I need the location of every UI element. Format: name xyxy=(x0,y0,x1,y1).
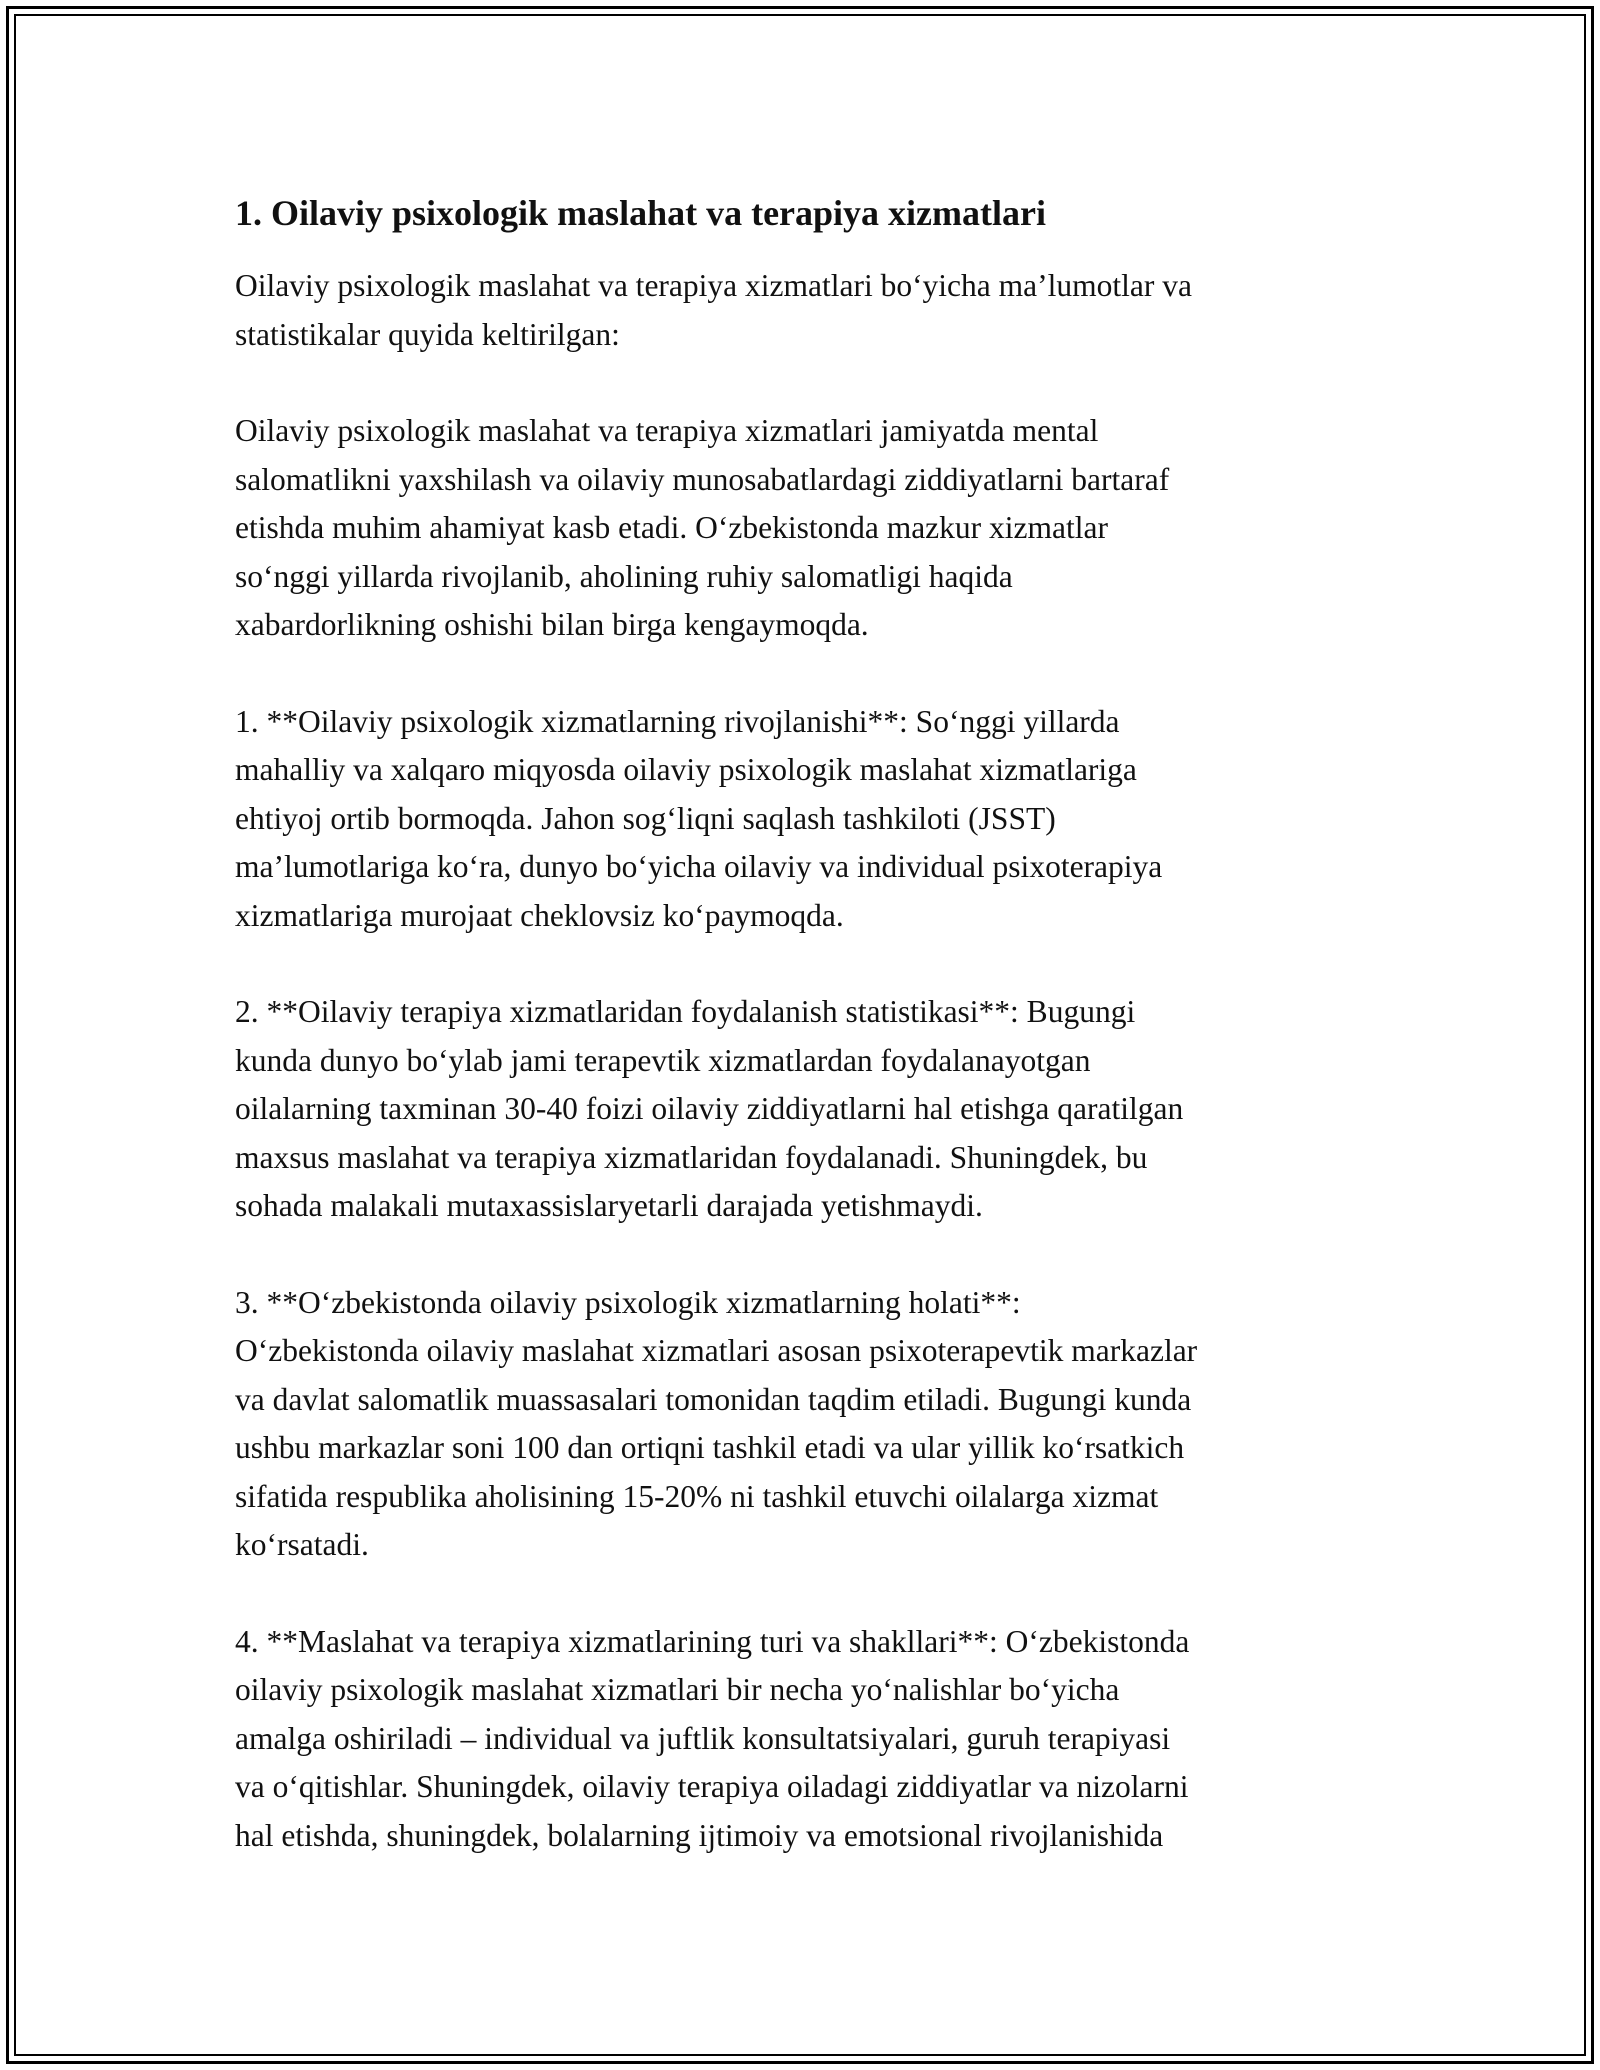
text-line: 1. **Oilaviy psixologik xizmatlarning rivojlanishi**: So‘nggi yillarda xyxy=(235,703,1120,739)
text-line: O‘zbekistonda oilaviy maslahat xizmatlari asosan psixoterapevtik markazlar xyxy=(235,1333,1198,1368)
text-line: ushbu markazlar soni 100 dan ortiqni tashkil etadi va ular yillik ko‘rsatkich xyxy=(235,1430,1185,1465)
text-line: mahalliy va xalqaro miqyosda oilaviy psixologik maslahat xizmatlariga xyxy=(235,752,1137,787)
document-title: 1. Oilaviy psixologik maslahat va terapiya xizmatlari xyxy=(235,193,1046,233)
text-line: salomatlikni yaxshilash va oilaviy munosabatlardagi ziddiyatlarni bartaraf xyxy=(235,461,1170,497)
text-line: so‘nggi yillarda rivojlanib, aholining ruhiy salomatligi haqida xyxy=(235,558,1013,594)
text-line: etishda muhim ahamiyat kasb etadi. O‘zbekistonda mazkur xizmatlar xyxy=(235,510,1108,545)
text-line: amalga oshiriladi – individual va juftlik konsultatsiyalari, guruh terapiyasi xyxy=(235,1720,1171,1756)
text-line: xabardorlikning oshishi bilan birga kengaymoqda. xyxy=(235,607,869,642)
text-line: Oilaviy psixologik maslahat va terapiya xizmatlari jamiyatda mental xyxy=(235,413,1099,448)
paragraph-overview xyxy=(235,407,1365,650)
paragraph-intro xyxy=(235,262,1365,359)
text-line: oilalarning taxminan 30-40 foizi oilaviy ziddiyatlarni hal etishga qaratilgan xyxy=(235,1091,1184,1126)
text-line: sifatida respublika aholisining 15-20% ni tashkil etuvchi oilalarga xizmat xyxy=(235,1478,1159,1514)
paragraph-item-2 xyxy=(235,988,1365,1231)
text-line: sohada malakali mutaxassislaryetarli darajada yetishmaydi. xyxy=(235,1188,983,1223)
paragraph-item-3 xyxy=(235,1279,1365,1570)
text-line: Oilaviy psixologik maslahat va terapiya xizmatlari bo‘yicha ma’lumotlar va xyxy=(235,268,1192,303)
text-line: ma’lumotlariga ko‘ra, dunyo bo‘yicha oilaviy va individual psixoterapiya xyxy=(235,849,1163,884)
text-line: ehtiyoj ortib bormoqda. Jahon sog‘liqni saqlash tashkiloti (JSST) xyxy=(235,800,1056,836)
text-line: maxsus maslahat va terapiya xizmatlaridan foydalanadi. Shuningdek, bu xyxy=(235,1139,1148,1175)
text-line: 4. **Maslahat va terapiya xizmatlarining turi va shakllari**: O‘zbekistonda xyxy=(235,1623,1190,1659)
text-line: va davlat salomatlik muassasalari tomonidan taqdim etiladi. Bugungi kunda xyxy=(235,1381,1192,1417)
text-line: hal etishda, shuningdek, bolalarning ijtimoiy va emotsional rivojlanishida xyxy=(235,1817,1164,1853)
text-line: 3. **O‘zbekistonda oilaviy psixologik xizmatlarning holati**: xyxy=(235,1284,1021,1320)
text-line: statistikalar quyida keltirilgan: xyxy=(235,316,620,352)
document-body xyxy=(235,186,1365,1860)
paragraph-item-1 xyxy=(235,698,1365,941)
text-line: oilaviy psixologik maslahat xizmatlari bir necha yo‘nalishlar bo‘yicha xyxy=(235,1672,1120,1707)
text-line: kunda dunyo bo‘ylab jami terapevtik xizmatlardan foydalanayotgan xyxy=(235,1042,1091,1078)
text-line: ko‘rsatadi. xyxy=(235,1527,369,1562)
text-line: va o‘qitishlar. Shuningdek, oilaviy terapiya oiladagi ziddiyatlar va nizolarni xyxy=(235,1769,1189,1804)
text-line: xizmatlariga murojaat cheklovsiz ko‘paymoqda. xyxy=(235,897,844,933)
paragraph-item-4 xyxy=(235,1618,1365,1861)
text-line: 2. **Oilaviy terapiya xizmatlaridan foydalanish statistikasi**: Bugungi xyxy=(235,994,1136,1029)
